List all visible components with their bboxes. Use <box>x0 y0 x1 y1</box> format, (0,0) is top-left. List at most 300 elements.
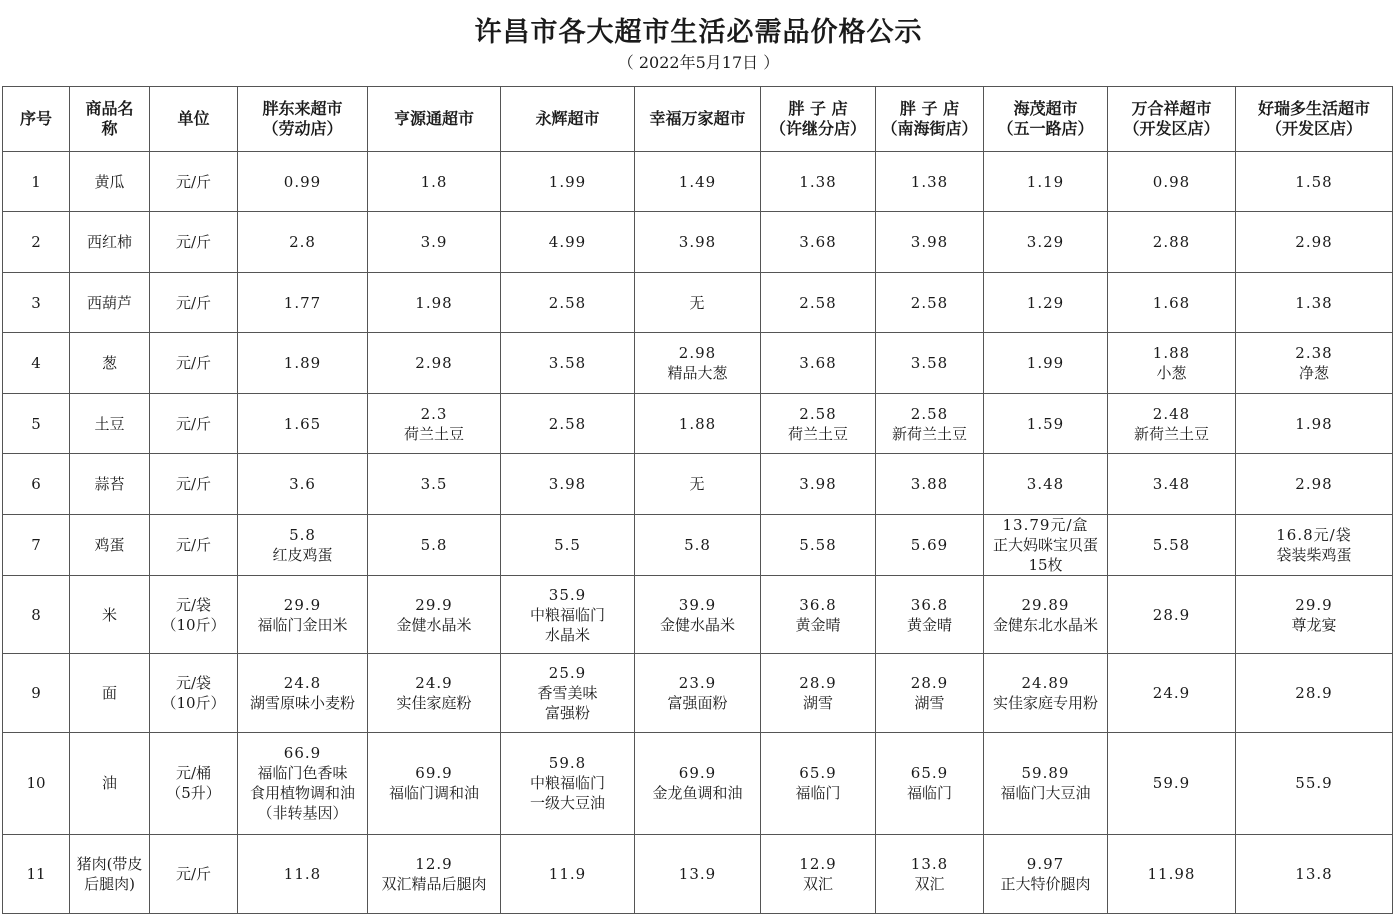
table-body <box>3 152 1393 914</box>
cell-line: （10斤） <box>161 693 226 712</box>
column-header-label: 亨源通超市 <box>393 109 474 128</box>
price-cell <box>368 212 501 272</box>
cell-line: 13.8 <box>910 855 949 874</box>
cell-line: 福临门调和油 <box>388 784 479 803</box>
price-cell <box>876 514 984 575</box>
price-cell <box>368 393 501 453</box>
price-cell <box>1108 454 1236 514</box>
column-header-label: 海茂超市 <box>1013 99 1078 118</box>
cell-line: 55.9 <box>1295 774 1333 793</box>
price-cell <box>1236 653 1393 732</box>
column-header-label: 万合祥超市 <box>1131 99 1212 118</box>
price-cell <box>876 212 984 272</box>
price-cell <box>501 653 635 732</box>
price-cell <box>761 576 876 654</box>
unit-cell <box>150 272 238 332</box>
price-cell <box>368 732 501 835</box>
cell-line: 59.9 <box>1152 774 1191 793</box>
table-row <box>3 152 1393 212</box>
price-cell <box>635 333 761 393</box>
cell-line: 3 <box>31 293 41 312</box>
cell-line: 2.98 <box>1295 233 1333 252</box>
cell-line: 富强面粉 <box>667 693 728 712</box>
cell-line: 2.88 <box>1152 233 1191 252</box>
table-row <box>3 212 1393 272</box>
column-header <box>501 87 635 152</box>
cell-line: 5.69 <box>910 536 949 555</box>
cell-line: 29.89 <box>1021 595 1070 614</box>
cell-line: 5.8 <box>289 526 316 545</box>
column-header <box>635 87 761 152</box>
price-cell <box>1236 454 1393 514</box>
unit-cell <box>150 212 238 272</box>
cell-line: 2.3 <box>420 404 448 423</box>
cell-line: 3.68 <box>799 354 837 373</box>
item-name-cell <box>70 454 150 514</box>
cell-line: 35.9 <box>548 585 587 604</box>
page-date: （ 2022年5月17日 ） <box>617 53 780 72</box>
cell-line: 元/斤 <box>175 172 212 191</box>
price-cell <box>238 393 368 453</box>
column-header <box>761 87 876 152</box>
cell-line: 中粮福临门 <box>529 605 605 624</box>
price-cell <box>238 514 368 575</box>
price-cell <box>984 653 1108 732</box>
cell-line: 1.8 <box>420 172 448 191</box>
cell-line: 13.8 <box>1295 865 1333 884</box>
cell-line: 金健东北水晶米 <box>992 615 1098 634</box>
price-cell <box>635 514 761 575</box>
cell-line: 1.38 <box>799 172 837 191</box>
cell-line: 9 <box>31 683 41 702</box>
row-number-cell <box>3 212 70 272</box>
column-header-sublabel: （许继分店） <box>769 119 866 138</box>
cell-line: 13.79元/盒 <box>1002 516 1089 535</box>
cell-line: （10斤） <box>161 615 226 634</box>
price-cell <box>1236 514 1393 575</box>
cell-line: 1.65 <box>283 414 322 433</box>
price-cell <box>238 272 368 332</box>
cell-line: 双汇 <box>914 875 945 894</box>
cell-line: 5.8 <box>420 536 448 555</box>
price-cell <box>984 272 1108 332</box>
item-name-cell <box>70 514 150 575</box>
cell-line: 2.58 <box>910 293 949 312</box>
cell-line: 福临门色香味 <box>257 764 348 783</box>
price-cell <box>501 333 635 393</box>
cell-line: 2.58 <box>799 404 837 423</box>
price-cell <box>761 454 876 514</box>
unit-cell <box>150 835 238 914</box>
cell-line: 3.98 <box>799 475 837 494</box>
price-cell <box>501 514 635 575</box>
cell-line: 0.99 <box>283 172 322 191</box>
cell-line: 福临门 <box>795 784 841 803</box>
cell-line: 猪肉(带皮 <box>76 855 143 874</box>
cell-line: 36.8 <box>910 595 949 614</box>
cell-line: 福临门 <box>906 784 952 803</box>
cell-line: 精品大葱 <box>667 364 728 383</box>
cell-line: 元/斤 <box>175 865 212 884</box>
price-cell <box>635 454 761 514</box>
price-cell <box>635 152 761 212</box>
cell-line: 2.58 <box>799 293 837 312</box>
cell-line: 16.8元/袋 <box>1276 526 1352 545</box>
column-header-label: 单位 <box>177 109 210 128</box>
cell-line: 3.68 <box>799 233 837 252</box>
cell-line: 29.9 <box>415 595 453 614</box>
price-cell <box>984 514 1108 575</box>
item-name-cell <box>70 835 150 914</box>
cell-line: 24.9 <box>1152 683 1191 702</box>
cell-line: 8 <box>31 605 41 624</box>
cell-line: 65.9 <box>799 764 837 783</box>
price-cell <box>1236 732 1393 835</box>
price-cell <box>984 152 1108 212</box>
cell-line: 28.9 <box>1152 605 1191 624</box>
column-header-label: 幸福万家超市 <box>649 109 746 128</box>
price-cell <box>1108 514 1236 575</box>
unit-cell <box>150 454 238 514</box>
price-cell <box>501 152 635 212</box>
cell-line: 9.97 <box>1026 855 1065 874</box>
unit-cell <box>150 514 238 575</box>
cell-line: 双汇 <box>802 875 833 894</box>
cell-line: 实佳家庭粉 <box>396 693 472 712</box>
row-number-cell <box>3 272 70 332</box>
cell-line: 24.89 <box>1021 673 1070 692</box>
price-cell <box>1108 732 1236 835</box>
cell-line: 39.9 <box>678 595 717 614</box>
unit-cell <box>150 653 238 732</box>
cell-line: 29.9 <box>283 595 322 614</box>
item-name-cell <box>70 732 150 835</box>
column-header <box>1236 87 1393 152</box>
cell-line: 15枚 <box>1028 556 1063 575</box>
column-header <box>1108 87 1236 152</box>
price-cell <box>635 653 761 732</box>
cell-line: 元/斤 <box>175 293 212 312</box>
cell-line: 1.38 <box>910 172 949 191</box>
cell-line: 1.99 <box>548 172 587 191</box>
cell-line: 金龙鱼调和油 <box>652 784 743 803</box>
cell-line: 1.88 <box>1152 344 1191 363</box>
cell-line: 66.9 <box>283 744 322 763</box>
column-header <box>70 87 150 152</box>
price-cell <box>501 835 635 914</box>
cell-line: 3.58 <box>910 354 949 373</box>
price-cell <box>761 653 876 732</box>
price-cell <box>984 333 1108 393</box>
cell-line: 一级大豆油 <box>529 794 605 813</box>
price-cell <box>635 576 761 654</box>
table-row <box>3 454 1393 514</box>
price-cell <box>238 835 368 914</box>
column-header <box>368 87 501 152</box>
column-header-sublabel: （劳动店） <box>262 119 343 138</box>
column-header-label: 胖 子 店 <box>788 99 848 118</box>
price-cell <box>368 514 501 575</box>
column-header-label: 商品名 <box>85 99 134 118</box>
cell-line: 12.9 <box>799 855 837 874</box>
cell-line: 元/斤 <box>175 475 212 494</box>
cell-line: 正大妈咪宝贝蛋 <box>992 536 1098 555</box>
cell-line: 2.48 <box>1152 404 1191 423</box>
cell-line: 3.88 <box>910 475 949 494</box>
cell-line: 中粮福临门 <box>529 774 605 793</box>
cell-line: 1.29 <box>1026 293 1065 312</box>
price-cell <box>761 333 876 393</box>
item-name-cell <box>70 272 150 332</box>
cell-line: 3.6 <box>289 475 316 494</box>
cell-line: （非转基因） <box>257 804 348 823</box>
price-cell <box>635 212 761 272</box>
column-header-sublabel: （开发区店） <box>1265 119 1362 138</box>
table-row <box>3 393 1393 453</box>
cell-line: 1.38 <box>1295 293 1333 312</box>
cell-line: 1.68 <box>1152 293 1191 312</box>
price-cell <box>761 272 876 332</box>
column-header <box>3 87 70 152</box>
cell-line: 面 <box>101 683 117 702</box>
item-name-cell <box>70 393 150 453</box>
cell-line: 28.9 <box>1295 683 1333 702</box>
cell-line: 小葱 <box>1156 364 1187 383</box>
price-cell <box>761 514 876 575</box>
item-name-cell <box>70 152 150 212</box>
cell-line: 2.98 <box>1295 475 1333 494</box>
cell-line: 1.99 <box>1026 354 1065 373</box>
price-cell <box>368 653 501 732</box>
cell-line: 59.8 <box>548 754 587 773</box>
cell-line: 4 <box>31 354 41 373</box>
price-cell <box>1108 212 1236 272</box>
cell-line: 2.38 <box>1295 344 1333 363</box>
column-header <box>238 87 368 152</box>
price-cell <box>761 835 876 914</box>
price-cell <box>501 576 635 654</box>
price-cell <box>1108 653 1236 732</box>
unit-cell <box>150 333 238 393</box>
cell-line: 黄瓜 <box>94 172 125 191</box>
cell-line: 2.98 <box>678 344 717 363</box>
price-cell <box>635 835 761 914</box>
cell-line: 3.29 <box>1026 233 1065 252</box>
cell-line: 0.98 <box>1152 172 1191 191</box>
cell-line: 1.98 <box>1295 414 1333 433</box>
cell-line: 69.9 <box>415 764 453 783</box>
cell-line: 5.58 <box>1152 536 1191 555</box>
price-cell <box>984 454 1108 514</box>
cell-line: 1 <box>31 172 41 191</box>
cell-line: 2.58 <box>548 414 587 433</box>
cell-line: 无 <box>689 475 706 494</box>
price-cell <box>984 732 1108 835</box>
price-cell <box>1236 212 1393 272</box>
cell-line: 3.98 <box>678 233 717 252</box>
item-name-cell <box>70 653 150 732</box>
cell-line: 元/袋 <box>175 673 212 692</box>
cell-line: 25.9 <box>548 663 587 682</box>
cell-line: （5升） <box>166 784 221 803</box>
cell-line: 元/桶 <box>175 764 212 783</box>
cell-line: 2.58 <box>910 404 949 423</box>
price-cell <box>501 212 635 272</box>
cell-line: 福临门金田米 <box>257 615 348 634</box>
cell-line: 65.9 <box>910 764 949 783</box>
cell-line: 36.8 <box>799 595 837 614</box>
column-header <box>150 87 238 152</box>
price-cell <box>761 393 876 453</box>
cell-line: 荷兰土豆 <box>403 424 464 443</box>
cell-line: 4.99 <box>548 233 587 252</box>
column-header <box>876 87 984 152</box>
price-cell <box>501 732 635 835</box>
cell-line: 3.98 <box>910 233 949 252</box>
cell-line: 3.5 <box>420 475 448 494</box>
cell-line: 24.9 <box>415 673 453 692</box>
row-number-cell <box>3 653 70 732</box>
price-cell <box>1236 393 1393 453</box>
item-name-cell <box>70 576 150 654</box>
cell-line: 23.9 <box>678 673 717 692</box>
price-cell <box>876 653 984 732</box>
unit-cell <box>150 152 238 212</box>
column-header-label: 序号 <box>19 109 52 128</box>
cell-line: 袋装柴鸡蛋 <box>1276 546 1352 565</box>
cell-line: 1.59 <box>1026 414 1065 433</box>
cell-line: 净葱 <box>1298 364 1329 383</box>
price-cell <box>368 333 501 393</box>
cell-line: 69.9 <box>678 764 717 783</box>
cell-line: 食用植物调和油 <box>249 784 355 803</box>
price-cell <box>1108 333 1236 393</box>
price-cell <box>368 835 501 914</box>
cell-line: 2.58 <box>548 293 587 312</box>
cell-line: 香雪美味 <box>537 683 598 702</box>
cell-line: 葱 <box>101 354 117 373</box>
cell-line: 1.58 <box>1295 172 1333 191</box>
price-table <box>2 86 1393 914</box>
cell-line: 富强粉 <box>544 703 590 722</box>
cell-line: 无 <box>689 293 706 312</box>
column-header-sublabel: （南海街店） <box>881 119 978 138</box>
cell-line: 黄金晴 <box>795 615 841 634</box>
unit-cell <box>150 393 238 453</box>
cell-line: 24.8 <box>283 673 322 692</box>
cell-line: 1.77 <box>283 293 322 312</box>
cell-line: 后腿肉) <box>84 875 135 894</box>
price-cell <box>761 212 876 272</box>
price-cell <box>368 272 501 332</box>
price-cell <box>876 333 984 393</box>
cell-line: 元/斤 <box>175 414 212 433</box>
cell-line: 土豆 <box>94 414 125 433</box>
unit-cell <box>150 732 238 835</box>
cell-line: 金健水晶米 <box>659 615 735 634</box>
price-cell <box>238 732 368 835</box>
price-cell <box>984 393 1108 453</box>
table-row <box>3 272 1393 332</box>
column-header-label: 胖 子 店 <box>899 99 960 118</box>
price-cell <box>1108 835 1236 914</box>
price-cell <box>635 272 761 332</box>
price-cell <box>1236 272 1393 332</box>
cell-line: 元/斤 <box>175 536 212 555</box>
column-header-label: 永辉超市 <box>535 109 600 128</box>
price-cell <box>238 333 368 393</box>
cell-line: 6 <box>31 475 41 494</box>
cell-line: 金健水晶米 <box>396 615 472 634</box>
cell-line: 黄金晴 <box>906 615 952 634</box>
cell-line: 蒜苔 <box>94 475 125 494</box>
cell-line: 新荷兰土豆 <box>891 424 967 443</box>
price-cell <box>984 576 1108 654</box>
cell-line: 米 <box>101 605 117 624</box>
cell-line: 西葫芦 <box>86 293 132 312</box>
price-cell <box>876 272 984 332</box>
cell-line: 1.89 <box>283 354 322 373</box>
column-header-sublabel: （五一路店） <box>997 119 1094 138</box>
price-cell <box>984 835 1108 914</box>
cell-line: 5.58 <box>799 536 837 555</box>
table-row <box>3 732 1393 835</box>
cell-line: 尊龙宴 <box>1291 615 1337 634</box>
cell-line: 5.5 <box>554 536 581 555</box>
cell-line: 29.9 <box>1295 595 1333 614</box>
cell-line: 红皮鸡蛋 <box>272 546 333 565</box>
cell-line: 鸡蛋 <box>94 536 125 555</box>
price-cell <box>1108 152 1236 212</box>
unit-cell <box>150 576 238 654</box>
cell-line: 油 <box>101 774 117 793</box>
cell-line: 28.9 <box>910 673 949 692</box>
cell-line: 3.9 <box>420 233 448 252</box>
table-row <box>3 576 1393 654</box>
cell-line: 5.8 <box>684 536 711 555</box>
price-cell <box>1108 576 1236 654</box>
row-number-cell <box>3 393 70 453</box>
cell-line: 11.9 <box>548 865 587 884</box>
price-cell <box>876 732 984 835</box>
cell-line: 7 <box>31 536 41 555</box>
price-cell <box>876 835 984 914</box>
cell-line: 元/斤 <box>175 354 212 373</box>
cell-line: 2.8 <box>289 233 316 252</box>
cell-line: 13.9 <box>678 865 717 884</box>
price-cell <box>368 454 501 514</box>
page-title: 许昌市各大超市生活必需品价格公示 <box>474 17 923 48</box>
cell-line: 1.19 <box>1026 172 1065 191</box>
price-cell <box>1236 835 1393 914</box>
price-cell <box>501 454 635 514</box>
price-cell <box>876 576 984 654</box>
cell-line: 28.9 <box>799 673 837 692</box>
cell-line: 11.8 <box>283 865 322 884</box>
price-cell <box>1108 272 1236 332</box>
column-header-sublabel: （开发区店） <box>1123 119 1220 138</box>
cell-line: 3.98 <box>548 475 587 494</box>
item-name-cell <box>70 212 150 272</box>
price-cell <box>238 576 368 654</box>
table-row <box>3 835 1393 914</box>
cell-line: 湖雪 <box>802 693 833 712</box>
row-number-cell <box>3 333 70 393</box>
price-cell <box>1236 333 1393 393</box>
price-cell <box>876 454 984 514</box>
cell-line: 福临门大豆油 <box>1000 784 1091 803</box>
table-header-row <box>3 87 1393 152</box>
